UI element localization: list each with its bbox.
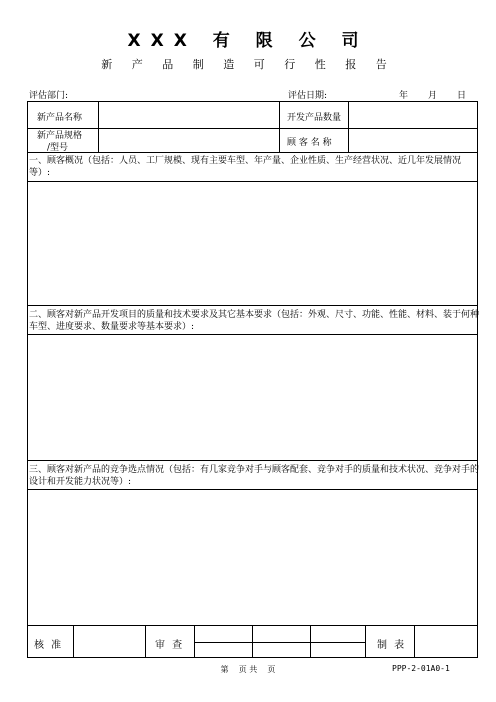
approve-field[interactable] [74, 626, 145, 657]
section-customer-overview: 一、顾客概况（包括：人员、工厂规模、现有主要车型、年产量、企业性质、生产经营状况、近几年发展情况等）: [29, 156, 462, 178]
customer-overview-area[interactable] [28, 182, 477, 305]
date-label: 评估日期: [288, 91, 328, 101]
section-competition: 三、顾客对新产品的竞争选点情况（包括：有几家竞争对手与顾客配套、竞争对手的质量和技术状况、竞争对手的设计和开发能力状况等）: [29, 465, 480, 487]
product-name-field[interactable] [99, 102, 279, 128]
spec-label-line1: 新产品规格 [37, 131, 83, 141]
report-title: 新 产 品 制 造 可 行 性 报 告 [101, 58, 395, 71]
customer-name-label: 顾 客 名 称 [287, 138, 332, 148]
year-label: 年 [399, 91, 409, 101]
review-field[interactable] [195, 626, 365, 657]
company-title: XXX 有 限 公 司 [127, 31, 369, 51]
page-number: 第 页 共 页 [220, 665, 276, 674]
quality-requirements-area[interactable] [28, 335, 477, 460]
spec-field[interactable] [99, 129, 279, 152]
document-code: PPP-2-01A0-1 [392, 664, 450, 673]
prepare-field[interactable] [415, 626, 477, 657]
quantity-label: 开发产品数量 [287, 113, 342, 123]
dept-label: 评估部门: [29, 91, 69, 101]
competition-area[interactable] [28, 490, 477, 625]
month-label: 月 [428, 91, 438, 101]
day-label: 日 [457, 91, 467, 101]
approve-label: 核 准 [34, 640, 64, 651]
quantity-field[interactable] [349, 102, 477, 128]
prepare-label: 制 表 [377, 640, 407, 651]
customer-name-field[interactable] [349, 129, 477, 152]
review-label: 审 查 [155, 640, 185, 651]
section-quality-requirements: 二、顾客对新产品开发项目的质量和技术要求及其它基本要求（包括：外观、尺寸、功能、性能、材料、装于何种车型、进度要求、数量要求等基本要求）: [29, 310, 480, 332]
spec-label-line2: /型号 [47, 143, 69, 153]
product-name-label: 新产品名称 [37, 113, 83, 123]
